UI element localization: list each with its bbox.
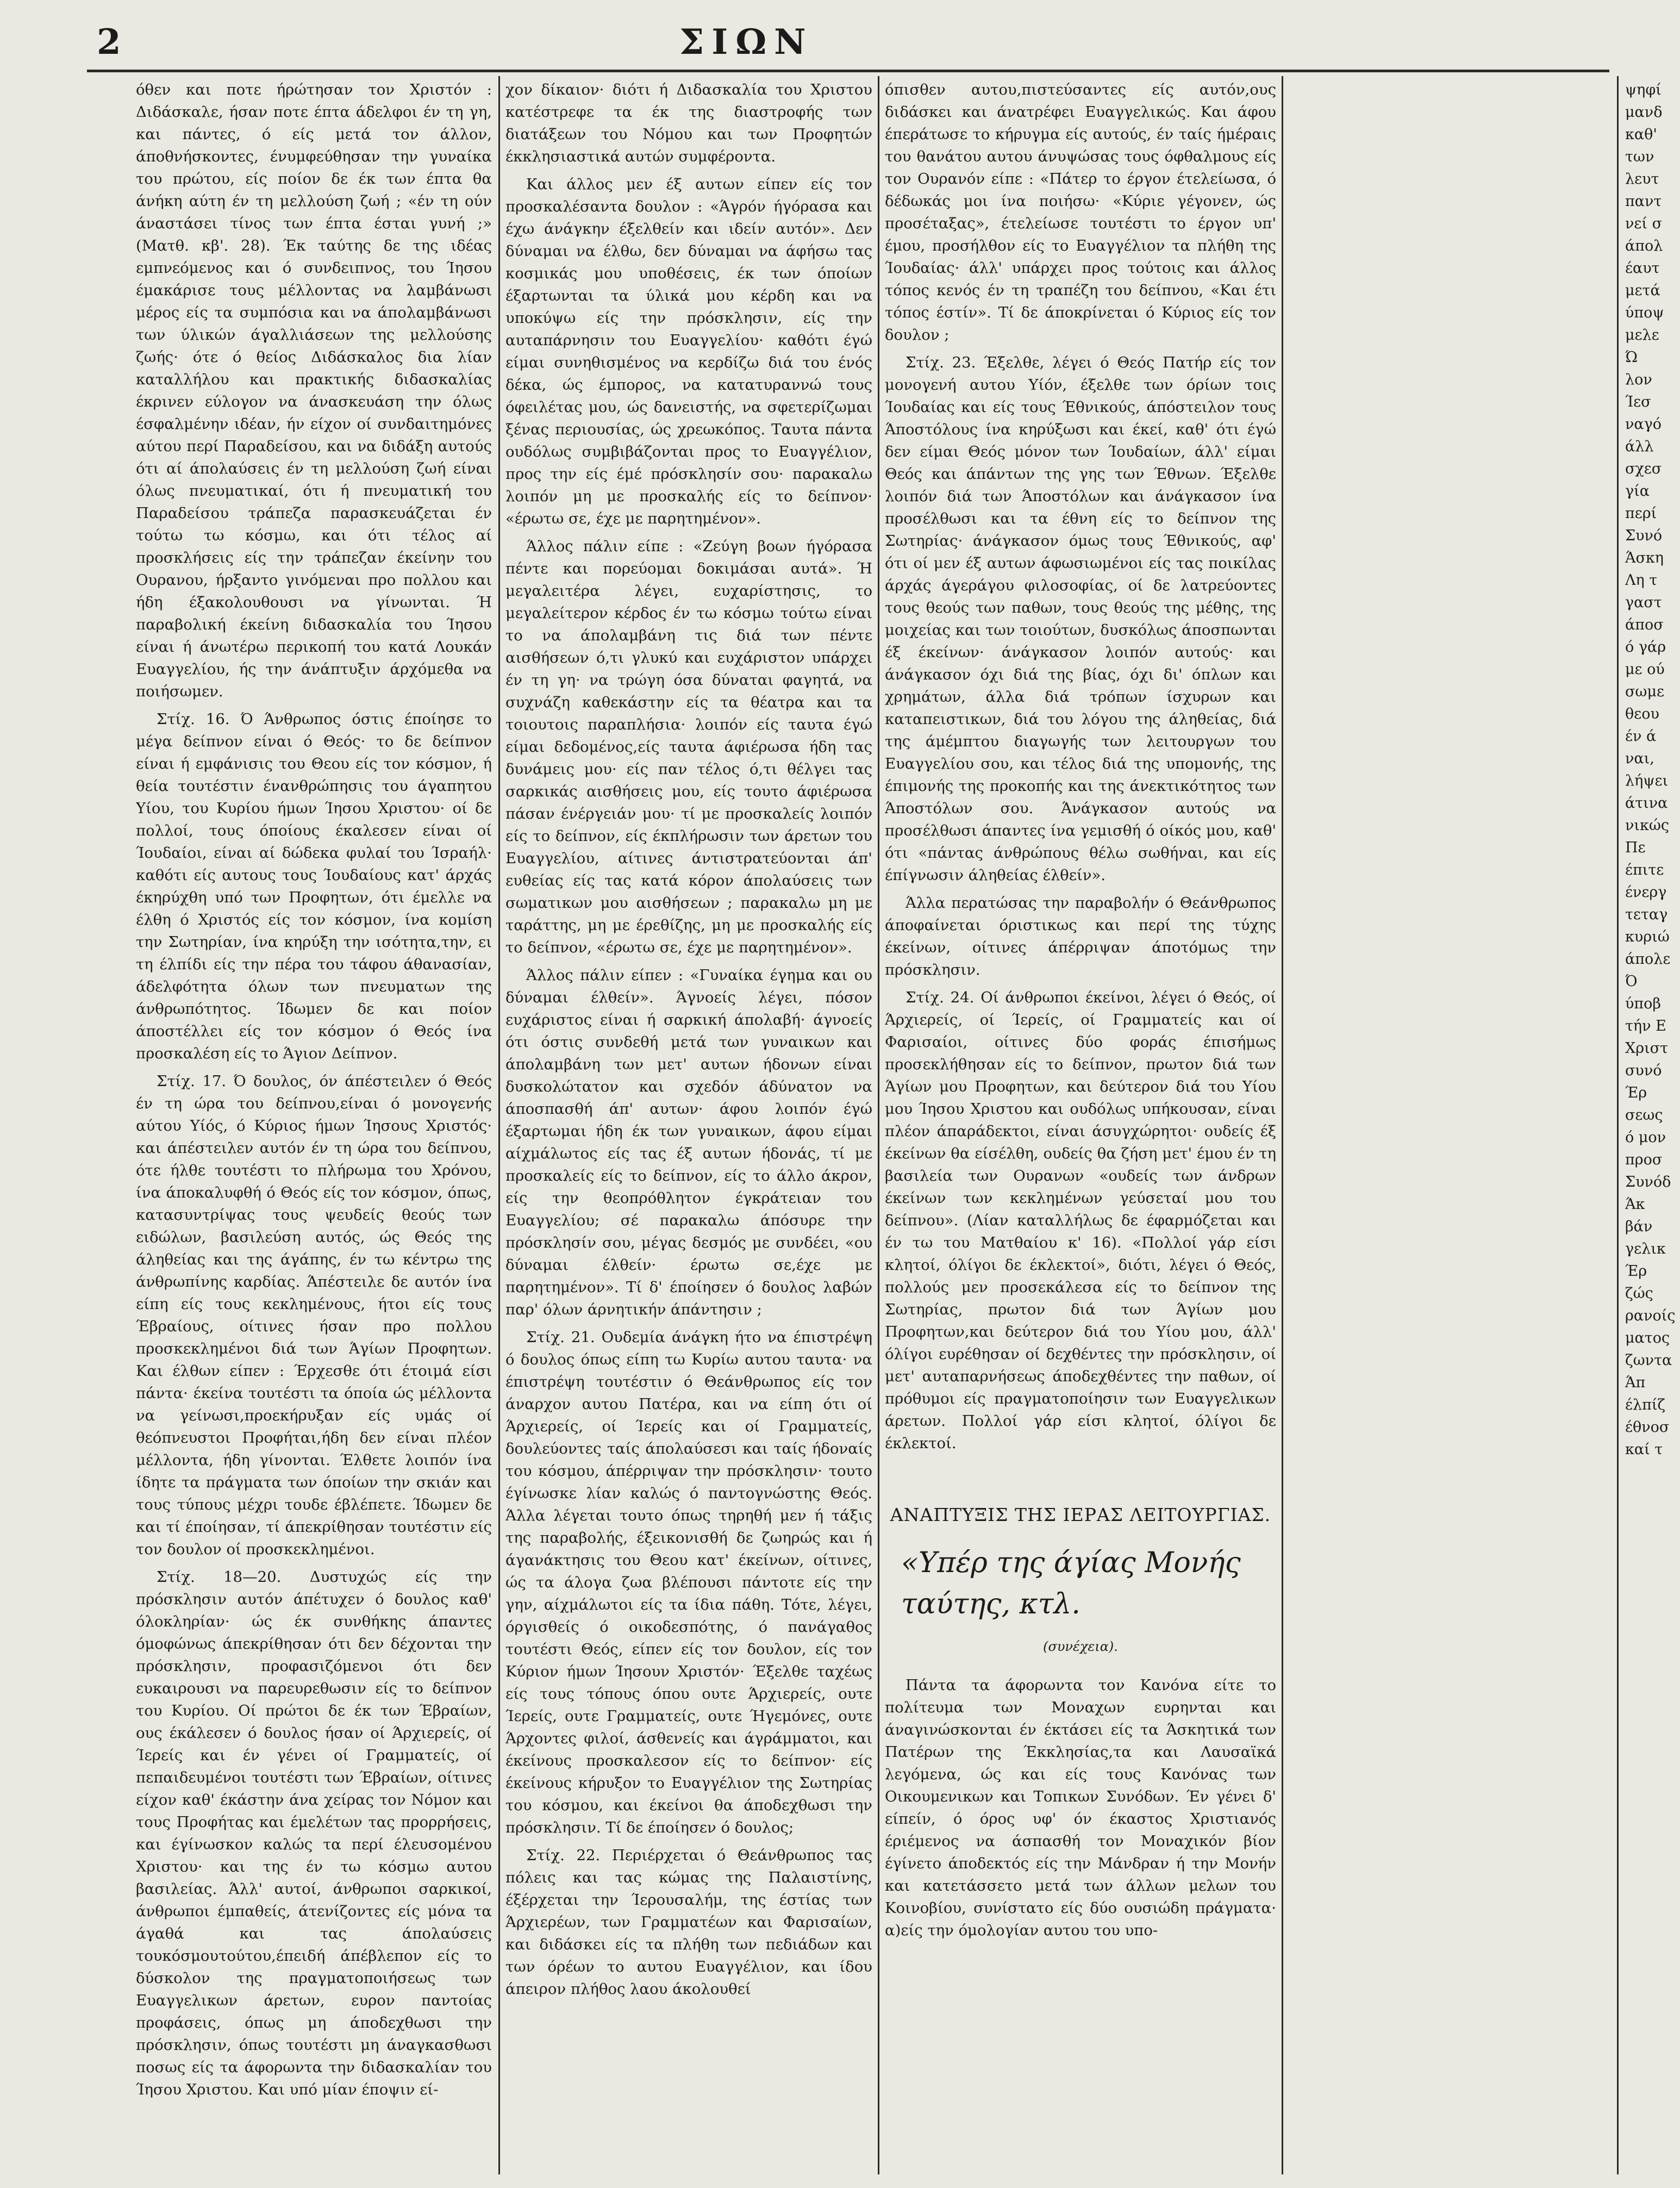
column-fragment-line: Συνόδ [1625, 1174, 1671, 1190]
page-number: 2 [97, 22, 121, 63]
column-fragment-line: λον [1625, 371, 1652, 388]
continued-note: (συνέχεια). [1043, 1639, 1118, 1654]
text-column-4-cropped [1625, 79, 1680, 2177]
column-fragment-line: άποσ [1625, 616, 1664, 633]
paragraph: Στίχ. 21. Ουδεμία άνάγκη ήτο να έπιστρέψη ό δουλος όπως είπη τω Κυρίω αυτου ταυτα· να έπιστρέψη τουτέστιν ό Θεάνθρωπος είς τον άναρχον αυτου Πατέρα, και να είπη ότι οί Άρχιερείς, οί Ίερείς και οί Γραμματείς, δουλεύοντες ταίς άπολαύσεσι και ταίς ήδοναίς του κόσμου, άπέρριψαν την πρόσκλησιν· τουτο έγίνωσκε λίαν καλώς ό παντογνώστης Θεός. Άλλα λέγεται τουτο όπως τηρηθή μεν ή τάξις της παραβολής, έξεικονισθή δε ζωηρώς και ή άγανάκτησις του Θεου κατ' έκείνων, οίτινες, ώς τα άλογα ζωα βλέπουσι πάντοτε είς την γην, αίχμάλωτοι είς τα ίδια πάθη. Τότε, λέγει, όργισθείς ό οικοδεσπότης, ό πανάγαθος τουτέστι Θεός, είπεν είς τον δουλον, είς τον Κύριον ήμων Ίησουν Χριστόν· Έξελθε ταχέως είς τους τόπους όπου ουτε Άρχιερείς, ουτε Ίερείς, ουτε Γραμματείς, ουτε Ήγεμόνες, ουτε Άρχοντες φιλοί, άσθενείς και άγράμματοι, και έκείνους προσκαλεσον είς το δείπνον· είς έκείνους κήρυξον το Ευαγγέλιον της Σωτηρίας του κόσμου, και έκείνοι θα άποδεχθωσι την πρόσκλησιν. Τί δε έποίησεν ό δουλος; [505, 1329, 872, 1836]
paragraph: Και άλλος μεν έξ αυτων είπεν είς τον προσκαλέσαντα δουλον : «Άγρόν ήγόρασα και έχω άνάγκην έξελθείν και ιδείν αυτόν». Δεν δύναμαι να έλθω, δεν δύναμαι να άφήσω τας κοσμικάς μου υποθέσεις, έκ των όποίων έξαρτωνται τα ύλικά μου κέρδη και να υποκύψω είς την πρόσκλησιν, είς την αυταπάρνησιν του Ευαγγελίου· καθότι έγώ είμαι συνηθισμένος να κερδίζω διά του ένός δέκα, ώς έμπορος, να κατατυραννώ τους όφειλέτας μου, ώς δανειστής, να σφετερίζωμαι ξένας περιουσίας, ώς χρεωκόπος. Ταυτα πάντα ουδόλως συμβιβάζονται προς το Ευαγγέλιον, προς την είς έμέ πρόσκλησίν σου· παρακαλω λοιπόν μη με προσκαλής είς το δείπνον· «έρωτω σε, έχε με παρητημένον». [505, 176, 872, 527]
column-fragment-line: παντ [1625, 193, 1662, 210]
article-subtitle: «Υπέρ της άγίας Μονής ταύτης, κτλ. [901, 1547, 1241, 1620]
column-fragment-line: ζωντα [1625, 1352, 1672, 1369]
column-fragment-line: γία [1625, 483, 1650, 500]
column-fragment-line: έθνοσ [1625, 1419, 1670, 1436]
column-divider [1282, 76, 1283, 2174]
column-fragment-line: καί τ [1625, 1441, 1663, 1458]
column-fragment-line: Ό [1625, 973, 1638, 990]
column-divider [878, 76, 879, 2174]
paragraph: Άλλος πάλιν είπε : «Ζεύγη βοων ήγόρασα πέντε και πορεύομαι δοκιμάσαι αυτά». Ή μεγαλειτέρα λέγει, ευχαρίστησις, το μεγαλείτερον κέρδος έν τω κόσμω τούτω είναι το να άπολαμβάνη τις διά των πέντε αισθήσεων ό,τι γλυκύ και ευχάριστον υπάρχει έν τη γη· να τρώγη όσα δύναται φαγητά, να συχνάζη καθεκάστην είς τα θέατρα και τα τοιουτοις παραπλήσια· λοιπόν είς ταυτα έγώ είμαι δεδομένος,είς ταυτα άφιέρωσα ήδη τας δυνάμεις μου· είς παν τέλος ό,τι θέλγει τας σαρκικάς αισθήσεις μου, είς τουτο άφιέρωσα πάσαν ένέργειάν μου· τί με προσκαλείς λοιπόν είς το δείπνον, είς έκπλήρωσιν των άρετων του Ευαγγελίου, αίτινες άντιστρατεύονται άπ' ευθείας είς τας κατά κόρον άπολαύσεις των σωματικων μου αισθήσεων ; παρακαλω μη με ταράττης, μη με έρεθίζης, μη με προσκαλής είς το δείπνον, «έρωτω σε, έχε με παρητημένον». [505, 538, 872, 956]
column-fragment-line: άπολε [1625, 951, 1671, 968]
paragraph: Στίχ. 17. Ό δουλος, όν άπέστειλεν ό Θεός έν τη ώρα του δείπνου,είναι ό μονογενής αύτου Υίός, ό Κύριος ήμων Ίησους Χριστός· και άπέστειλεν αυτόν έν τη ώρα του δείπνου, ότε ήλθε τουτέστι το πλήρωμα του Χρόνου, ίνα άποκαλυφθή ό Θεός είς τον κόσμον, όπως, κατασυντρίψας τους ψευδείς θεούς των ειδώλων, βασιλεύση αυτός, ώς Θεός της άληθείας και της άγάπης, έν τω κέντρω της άνθρωπίνης καρδίας. Άπέστειλε δε αυτόν ίνα είπη είς τους κεκλημένους, ήτοι είς τους Έβραίους, οίτινες ήσαν προ πολλου προσκεκλημένοι διά των Άγίων Προφητων. Και έλθων είπεν : Έρχεσθε ότι έτοιμά είσι πάντα· έκείνα τουτέστι τα όποία ώς μέλλοντα να γείνωσι,προεκήρυξαν είς υμάς οί θεόπνευστοι Προφήται,ήδη δεν είναι πλέον μέλλοντα, ήδη γίνονται. Έλθετε λοιπόν ίνα ίδητε τα πράγματα των όποίων την σκιάν και τους τύπους μέχρι τουδε έβλέπετε. Ίδωμεν δε και τί έποίησαν, τί άπεκρίθησαν τουτέστιν είς τον δουλον οί προσκεκλημένοι. [136, 1073, 492, 1558]
paragraph: Στίχ. 22. Περιέρχεται ό Θεάνθρωπος τας πόλεις και τας κώμας της Παλαιστίνης, έξέρχεται την Ίερουσαλήμ, της έστίας των Άρχιερέων, των Γραμματέων και Φαρισαίων, και διδάσκει είς τα πλήθη των πεδιάδων και των όρέων το αυτου Ευαγγέλιον, και ίδου άπειρον πλήθος λαου άκολουθεί [505, 1847, 872, 1998]
column-fragment-line: έν ά [1625, 728, 1657, 745]
paragraph: Στίχ. 24. Οί άνθρωποι έκείνοι, λέγει ό Θεός, οί Άρχιερείς, οί Ίερείς, οί Γραμματείς και οί Φαρισαίοι, οίτινες δύο φοράς έπισήμως προσεκλήθησαν είς το δείπνον, πρωτον διά των Άγίων μου Προφητων, και δεύτερον διά του Υίου μου Ίησου Χριστου και ουδόλως υπήκουσαν, είναι πλέον άπαράδεκτοι, είναι άσυγχώρητοι· ουδείς έξ έκείνων θα είσέλθη, ουδείς θα ζήση μετ' έμου έν τη βασιλεία των Ουρανων «ουδείς των άνδρων έκείνων των κεκλημένων γεύσεταί μου του δείπνου». (Λίαν καταλλήλως δε έφαρμόζεται και έν τω του Ματθαίου κ' 16). «Πολλοί γάρ είσι κλητοί, όλίγοι δε έκλεκτοί», διότι, λέγει ό Θεός, πολλούς μεν προσεκάλεσα είς το δείπνον της Σωτηρίας, πρωτον διά των Άγίων μου Προφητων,και δεύτερον διά του Υίου μου, άλλ' όλίγοι ευρέθησαν οί δεχθέντες την πρόσκλησιν, οί μετ' αυταπαρνήσεως άποδεχθέντες την παθων, οί πρόθυμοι είς πραγματοποίησιν των Ευαγγελικων άρετων. Πολλοί γάρ είσι κλητοί, όλίγοι δε έκλεκτοί. [885, 989, 1276, 1452]
text-column-3 [885, 79, 1276, 2177]
column-fragment-line: ό γάρ [1625, 639, 1666, 656]
paragraph: όθεν και ποτε ήρώτησαν τον Χριστόν : Διδάσκαλε, ήσαν ποτε έπτα άδελφοι έν τη γη, και πάντες, ό είς μετά τον άλλον, άποθνήσκοντες, ένυμφεύθησαν την γυναίκα του πρώτου, είς ποίον δε έκ των έπτα θα άνήκη αύτη έν τη μελλούση ζωή ; «έν τη ούν άναστάσει τίνος των έπτα έσται γυνή ;» (Ματθ. κβ'. 28). Έκ ταύτης δε της ιδέας εμπνεόμενος και ό συνδειπνος, του Ίησου έμακάρισε τους μέλλοντας να λαμβάνωσι μέρος είς τα συμπόσια και να άπολαμβάνωσι των ύλικών άγαλλιάσεων της μελλούσης ζωής· ότε ό θείος Διδάσκαλος δια λίαν καταλλήλου και πρακτικής διδασκαλίας έκρινεν εύλογον να άνασκευάση την όλως έσφαλμένην ιδέαν, ήν είχον οί συνδαιτημόνες αύτου περί Παραδείσου, και να διδάξη αυτούς ότι αί άπολαύσεις έν τη μελλούση ζωή είναι όλως πνευματικαί, ότι ή πνευματική του Παραδείσου τράπεζα παρασκευάζεται έν τούτω τω κόσμω, και ότι τέλος αί προσκλήσεις είς την τράπεζαν έκείνην του Ουρανου, ήρξαντο γινόμεναι προ πολλου και ήδη έξακολουθουσι να γίνωνται. Ή παραβολική έκείνη διδασκαλία του Ίησου είναι ή άνωτέρω περικοπή του κατά Λουκάν Ευαγγελίου, ής την άνάπτυξιν άρχόμεθα να ποιήσωμεν. [136, 81, 492, 700]
paragraph: Πάντα τα άφορωντα τον Κανόνα είτε το πολίτευμα των Μοναχων ευρηνται και άναγινώσκονται έν έκτάσει είς τα Άσκητικά των Πατέρων της Έκκλησίας,τα και Λαυσαϊκά λεγόμενα, ώς και είς τους Κανόνας των Οικουμενικων και Τοπικων Συνόδων. Έν γένει δ' είπείν, ό όρος υφ' όν έκαστος Χριστιανός έριέμενος να άσπασθή τον Μοναχικόν βίον έγίνετο άποδεκτός είς την Μάνδραν ή την Μονήν και κατετάσσετο μετά των άλλων μελων του Κοινοβίου, συνίστατο είς δύο ουσιώδη πράγματα· α)είς την όμολογίαν αυτου του υπο- [885, 1676, 1276, 1939]
column-fragment-line: γελικ [1625, 1241, 1666, 1257]
column-fragment-line: μετά [1625, 282, 1660, 299]
column-fragment-line: νικώς [1625, 817, 1670, 834]
column-fragment-line: λήψει [1625, 772, 1669, 789]
column-fragment-line: ένεργ [1625, 884, 1667, 901]
column-fragment-line: Έρ [1625, 1263, 1647, 1280]
paragraph: χον δίκαιον· διότι ή Διδασκαλία του Χριστου κατέστρεφε τα έκ της διαστροφής των διατάξεων του Νόμου και των Προφητών έκκλησιαστικά αυτών συμφέροντα. [505, 81, 872, 165]
column-fragment-line: Λη τ [1625, 572, 1658, 589]
paragraph: Στίχ. 23. Έξελθε, λέγει ό Θεός Πατήρ είς τον μονογενή αυτου Υίόν, έξελθε των όρίων τοις Ίουδαίας και είς τους Έθνικούς, άπόστειλον τους Άποστόλους ίνα κηρύξωσι και έκεί, καθ' ότι έγώ δεν είμαι Θεός μόνον των Ίουδαίων, άλλ' είμαι Θεός και άπάντων της γης των Έθνων. Έξελθε λοιπόν διά των Άποστόλων και άνάγκασον ίνα προσέλθωσι και τα έθνη είς το δείπνον της Σωτηρίας· άνάγκασον όμως τους Έθνικούς, αφ' ότι οί μεν έξ αυτων άφωσιωμένοι είς τας ποικίλας άρχάς άγεράγου φιλοσοφίας, οί δε λατρεύοντες τους θεούς των παθων, τους θεούς της μέθης, της μοιχείας και των τοιούτων, δυσκόλως άποσπωνται έξ έκείνων· άνάγκασον λοιπόν αυτούς· και άνάγκασον όχι διά της βίας, όχι δι' όπλων και χρημάτων, άλλα διά τρόπων ίσχυρων και καταπειστικων, διά του λόγου της άληθείας, διά της άμέμπτου διαγωγής των λειτουργων του Ευαγγελίου σου, και τέλος διά της υπομονής, της έπιμονής της προκοπής και της άνεκτικότητος των Άποστόλων σου. Άνάγκασον αυτούς να προσέλθωσι άπαντες ίνα γεμισθή ό οίκός μου, καθ' ότι «πάντας άνθρώπους θέλω σωθήναι, και είς έπίγνωσιν άληθείας έλθείν». [885, 354, 1276, 884]
article-title: ΑΝΑΠΤΥΞΙΣ ΤΗΣ ΙΕΡΑΣ ΛΕΙΤΟΥΡΓΙΑΣ. [890, 1504, 1271, 1525]
paragraph: Άλλος πάλιν είπεν : «Γυναίκα έγημα και ου δύναμαι έλθείν». Άγνοείς λέγει, πόσον ευχάριστος είναι ή σαρκική άπολαβή· άγνοείς ότι όστις συνδεθή μετά των γυναικων και άπολαμβάνη των μετ' αυτων ήδονων είναι δυσκολώτατον και σχεδόν άδύνατον να άποσπασθή άπ' αυτων· άφου λοιπόν έγώ έξαρτωμαι ήδη έκ των γυναικων, άφου είμαι αίχμάλωτος είς τας έξ αυτων ήδονάς, τί με προσκαλείς είς το δείπνον, είς το άλλο άκρον, είς την θεοπρόθλητον έγκράτειαν του Ευαγγελίου; σέ παρακαλω άπόσυρε την πρόσκλησίν σου, μέγας δεσμός με συνδέει, «ου δύναμαι έλθείν· έρωτω σε,έχε με παρητημένον». Τί δ' έποίησεν ό δουλος λαβών παρ' όλων άρνητικήν άπάντησιν ; [505, 967, 872, 1318]
column-fragment-line: Χριστ [1625, 1040, 1669, 1057]
column-fragment-line: σωμε [1625, 683, 1664, 700]
column-fragment-line: προσ [1625, 1151, 1663, 1168]
column-fragment-line: άλλ [1625, 438, 1654, 455]
column-fragment-line: τεταγ [1625, 906, 1668, 923]
column-divider [498, 76, 500, 2174]
column-fragment-line: θεου [1625, 706, 1659, 722]
column-fragment-line: γαστ [1625, 594, 1662, 611]
column-fragment-line: Ίεσ [1625, 394, 1651, 410]
column-fragment-line: Άκ [1625, 1196, 1645, 1213]
column-fragment-line: Άπ [1625, 1374, 1646, 1391]
column-fragment-line: ναι, [1625, 750, 1654, 767]
column-fragment-line: Συνό [1625, 527, 1663, 544]
column-fragment-line: Άσκη [1625, 550, 1664, 566]
paragraph: Άλλα περατώσας την παραβολήν ό Θεάνθρωπος άποφαίνεται όριστικως και περί της τύχης έκείνων, οίτινες άπέρριψαν άποτόμως την πρόσκλησιν. [885, 894, 1276, 978]
text-column-2 [505, 79, 872, 2177]
column-fragment-line: έαυτ [1625, 260, 1660, 277]
column-fragment-line: ρανοίς [1625, 1307, 1676, 1324]
column-fragment-line: Πε [1625, 839, 1646, 856]
column-fragment-line: σχεσ [1625, 460, 1662, 477]
column-fragment-line: τήν Ε [1625, 1018, 1666, 1034]
column-fragment-line: μανδ [1625, 104, 1663, 121]
text-column-1 [136, 79, 492, 2177]
column-fragment-line: με ού [1625, 661, 1665, 678]
column-fragment-line: ύποβ [1625, 995, 1662, 1012]
column-fragment-line: σεως [1625, 1107, 1663, 1124]
column-fragment-line: ύποψ [1625, 304, 1664, 321]
column-fragment-line: Έρ [1625, 1084, 1647, 1101]
column-fragment-line: κυριώ [1625, 928, 1670, 945]
column-fragment-line: έλπίζ [1625, 1397, 1666, 1413]
column-fragment-line: άτινα [1625, 795, 1668, 812]
paragraph: όπισθεν αυτου,πιστεύσαντες είς αυτόν,ους διδάσκει και άνατρέφει Ευαγγελικώς. Και άφου έπεράτωσε το κήρυγμα είς αυτούς, έν ταίς ήμέραις του θανάτου αυτου άνυψώσας τους όφθαλμους είς τον Ουρανόν είπε : «Πάτερ το έργον έτελείωσα, ό δέδωκάς μοι ίνα ποιήσω· «Κύριε γέγονεν, ώς προσέταξας», έτελείωσε τουτέστι το έργον υπ' έμου, προσήλθον είς το Ευαγγέλιον τα πλήθη της Ίουδαίας· άλλ' υπάρχει προς τούτοις και άλλος τόπος κενός έν τη τραπέζη του δείπνου, «Και έτι τόπος έστίν». Τί δε άποκρίνεται ό Κύριος είς τον δουλον ; [885, 81, 1276, 344]
column-fragment-line: καθ' [1625, 126, 1657, 143]
newspaper-title: ΣΙΩΝ [679, 22, 814, 63]
column-fragment-line: ναγό [1625, 416, 1662, 433]
column-fragment-line: άπολ [1625, 238, 1663, 254]
column-fragment-line: ό μον [1625, 1129, 1666, 1146]
column-fragment-line: των [1625, 148, 1654, 165]
column-fragment-line: ματος [1625, 1330, 1670, 1347]
header-rule [87, 70, 1609, 72]
paragraph: Στίχ. 18—20. Δυστυχώς είς την πρόσκλησιν αυτόν άπέτυχεν ό δουλος καθ' όλοκληρίαν· ώς έκ συνθήκης άπαντες όμοφώνως άπεκρίθησαν ότι δεν δέχονται την πρόσκλησιν, προφασιζόμενοι ότι δεν ευκαιρουσι να παρευρεθωσιν είς το δείπνον του Κυρίου. Οί πρώτοι δε έκ των Έβραίων, ους έκάλεσεν ό δουλος ήσαν οί Άρχιερείς, οί Ίερείς και έν γένει οί Γραμματείς, οί πεπαιδευμένοι τουτέστι των Έβραίων, οίτινες είχον καθ' έκάστην άνα χείρας τον Νόμον και τους Προφήτας και έμελέτων τας προρρήσεις, και έγίνωσκον καλώς τα περί έλευσομένου Χριστου· και της έν τω κόσμω αυτου βασιλείας. Άλλ' αυτοί, άνθρωποι σαρκικοί, άνθρωποι έμπαθείς, άτενίζοντες είς μόνα τα άγαθά και τας άπολαύσεις τουκόσμουτούτου,έπειδή άπέβλεπον είς το δύσκολον της πραγματοποιήσεως των Ευαγγελικων άρετων, ευρον παντοίας προφάσεις, όπως μη άποδεχθωσι την πρόσκλησιν, όπως τουτέστι μη άναγκασθωσι ποσως είς τα άφορωντα την διδασκαλίαν του Ίησου Χριστου. Και υπό μίαν έποψιν εί- [136, 1568, 492, 2098]
paragraph: Στίχ. 16. Ό Άνθρωπος όστις έποίησε το μέγα δείπνον είναι ό Θεός· το δε δείπνον είναι ή εμφάνισις του Θεου είς τον κόσμον, ή θεία τουτέστιν ένανθρώπησις του άγαπητου Υίου, του Κυρίου ήμων Ίησου Χριστου· οί δε πολλοί, τους όποίους έκαλεσεν είναι οί Ίουδαίοι, είναι αί δώδεκα φυλαί του Ίσραήλ· καθότι είς αυτους τους Ίουδαίους κατ' άρχάς έκηρύχθη υπό των Προφητων, ότι έμελλε να έλθη ό Χριστός είς τον κόσμον, ίνα κομίση την Σωτηρίαν, ίνα κηρύξη την ισότητα,την, ει τη έλπίδι είς την πέρα του τάφου άθανασίαν, άδελφότητα όλων των πνευματων της άνθρωπότητος. Ίδωμεν δε και ποίον άποστέλλει είς τον κόσμον ό Θεός ίνα προσκαλέση είς το Άγιον Δείπνον. [136, 710, 492, 1062]
column-fragment-line: περί [1625, 505, 1657, 522]
column-fragment-line: νεί σ [1625, 215, 1663, 232]
column-fragment-line: έπιτε [1625, 862, 1664, 878]
column-fragment-line: συνό [1625, 1062, 1662, 1079]
column-divider [1617, 76, 1619, 2174]
column-fragment-line: ψηφί [1625, 82, 1662, 98]
column-fragment-line: λευτ [1625, 171, 1659, 188]
column-fragment-line: ζώς [1625, 1285, 1653, 1302]
column-fragment-line: μελε [1625, 327, 1659, 344]
column-fragment-line: βάν [1625, 1218, 1653, 1235]
column-fragment-line: Ώ [1625, 349, 1638, 366]
